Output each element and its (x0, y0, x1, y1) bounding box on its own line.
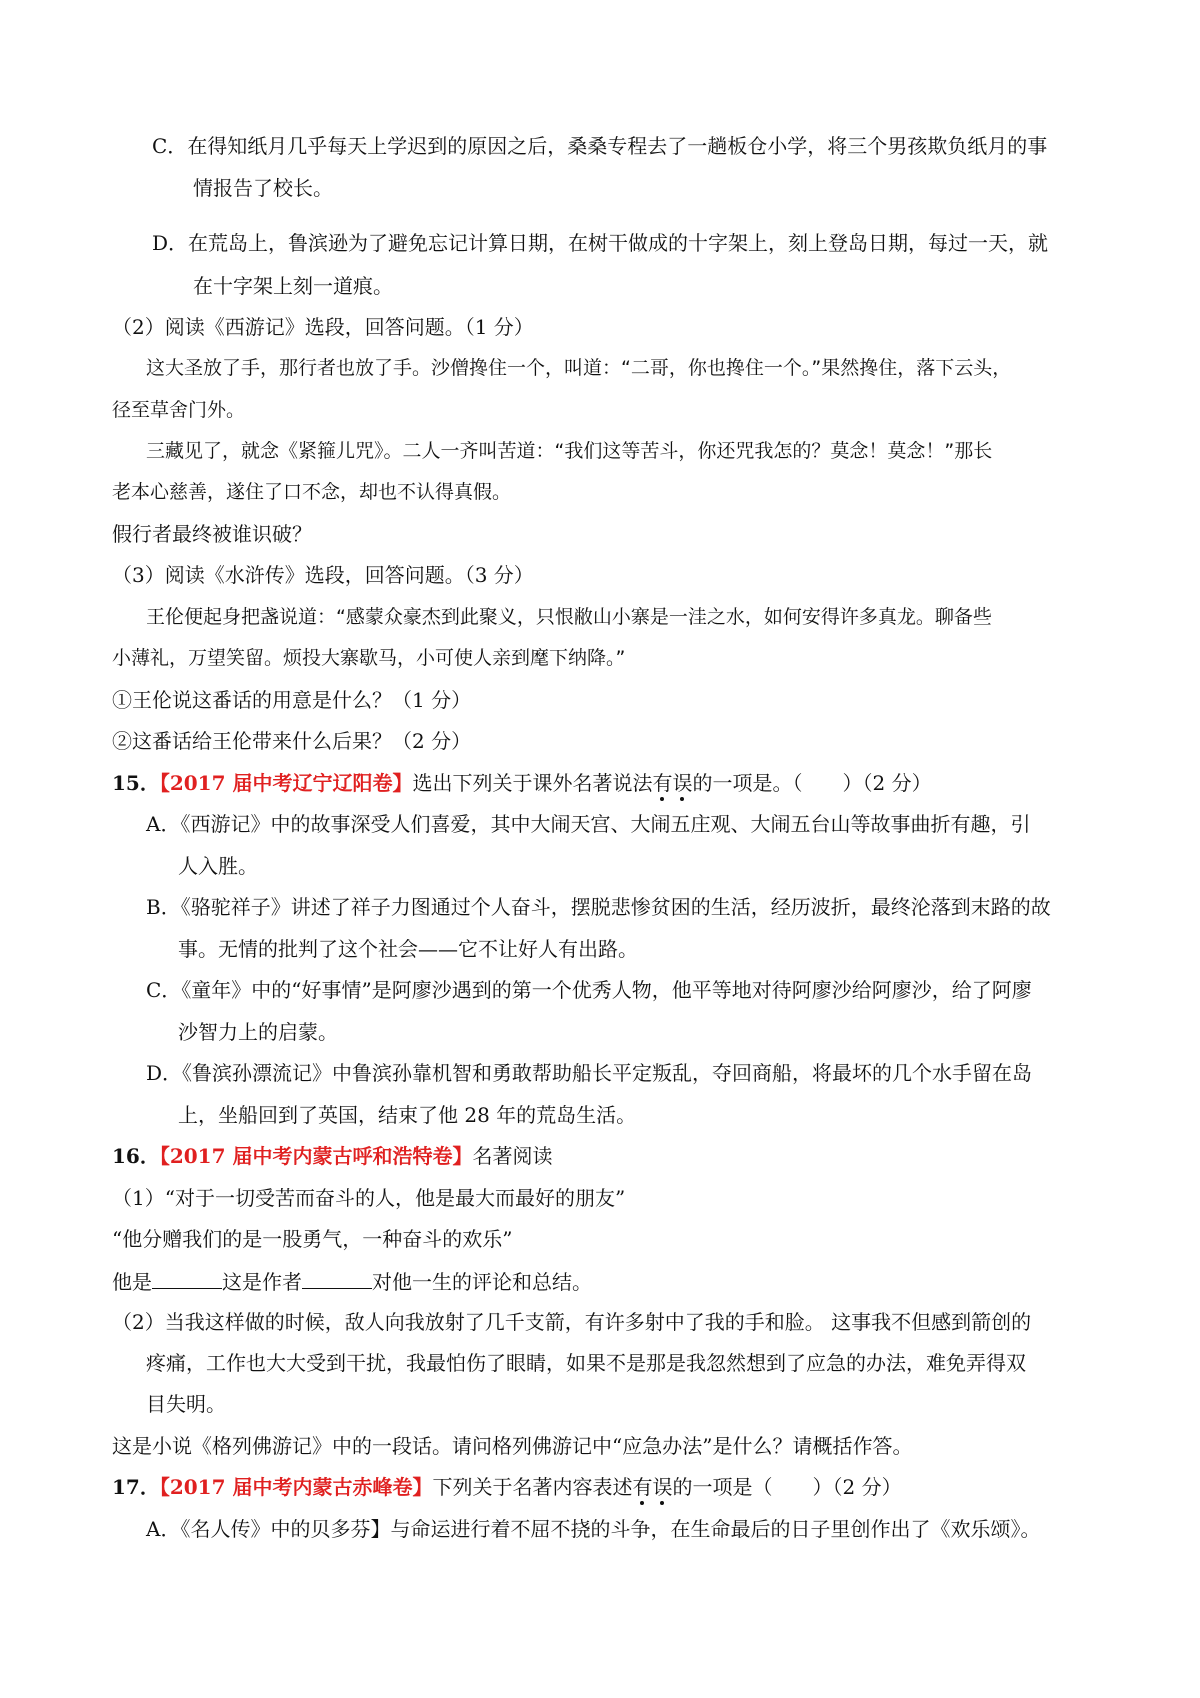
q16-stem (112, 1142, 552, 1170)
option-label: A． (146, 812, 181, 836)
fill-text-a: 他是 (112, 1270, 152, 1294)
q16-part1-quote1: （1）“对于一切受苦而奋斗的人，他是最大而最好的朋友” (112, 1186, 626, 1210)
fill-text-c: 对他一生的评论和总结。 (372, 1270, 592, 1294)
emphasis-dot-char: 有 (652, 771, 673, 795)
q17-stem (112, 1473, 902, 1501)
emphasis-dot-char: 误 (672, 771, 693, 795)
q14-part2-question: 假行者最终被谁识破？ (112, 522, 312, 546)
q14-part2-heading: （2）阅读《西游记》选段，回答问题。（1 分） (112, 315, 534, 339)
answer-blank[interactable] (302, 1266, 372, 1289)
q15-option-b-line1 (146, 893, 1051, 921)
q15-option-d-line1 (146, 1059, 1032, 1087)
stem-text: 下列关于名著内容表述 (432, 1475, 633, 1499)
option-label: A． (146, 1517, 181, 1541)
option-label: B． (146, 895, 181, 919)
stem-text: 选出下列关于课外名著说法 (412, 771, 653, 795)
stem-text-end: 的一项是（ ）（2 分） (672, 1475, 902, 1499)
option-text: 在荒岛上，鲁滨逊为了避免忘记计算日期，在树干做成的十字架上，刻上登岛日期，每过一天，就 (188, 231, 1049, 255)
q14-option-d-line2: 在十字架上刻一道痕。 (193, 274, 393, 298)
q14-option-d-line1 (152, 229, 1048, 257)
q15-stem (112, 769, 932, 797)
q14-part2-passage1-line2: 径至草舍门外。 (112, 399, 246, 421)
emphasis-dot-char: 误 (652, 1475, 673, 1499)
option-text: 《童年》中的“好事情”是阿廖沙遇到的第一个优秀人物，他平等地对待阿廖沙给阿廖沙，给了阿廖 (181, 978, 1032, 1002)
fill-text-b: 这是作者 (222, 1270, 302, 1294)
q14-part3-passage-line2: 小薄礼，万望笑留。烦投大寨歇马，小可使人亲到麾下纳降。” (112, 647, 626, 669)
q16-part1-fill-question (112, 1266, 592, 1296)
stem-text-end: 的一项是。（ ）（2 分） (692, 771, 932, 795)
question-source: 【2017 届中考辽宁辽阳卷】 (159, 771, 413, 795)
q14-part3-passage-line1: 王伦便起身把盏说道：“感蒙众豪杰到此聚义，只恨敝山小寨是一洼之水，如何安得许多真龙。聊备些 (146, 606, 992, 628)
question-source: 【2017 届中考内蒙古呼和浩特卷】 (159, 1144, 473, 1168)
q16-part2-line3: 目失明。 (146, 1392, 226, 1416)
q14-part3-heading: （3）阅读《水浒传》选段，回答问题。（3 分） (112, 563, 534, 587)
q16-part1-quote2: “他分赠我们的是一股勇气，一种奋斗的欢乐” (112, 1227, 513, 1251)
option-text: 《名人传》中的贝多芬】与命运进行着不屈不挠的斗争，在生命最后的日子里创作出了《欢乐颂》。 (180, 1517, 1041, 1541)
emphasis-dot-char: 有 (632, 1475, 653, 1499)
option-text: 《鲁滨孙漂流记》中鲁滨孙靠机智和勇敢帮助船长平定叛乱，夺回商船，将最坏的几个水手留在岛 (182, 1061, 1033, 1085)
q14-option-c-line1 (152, 132, 1047, 160)
option-label: C． (146, 978, 182, 1002)
question-number: 17． (112, 1475, 160, 1499)
question-number: 15． (112, 771, 160, 795)
q14-part2-passage1-line1: 这大圣放了手，那行者也放了手。沙僧搀住一个，叫道：“二哥，你也搀住一个。”果然搀住，落下云头， (146, 357, 1012, 379)
q14-part2-passage2-line1: 三藏见了，就念《紧箍儿咒》。二人一齐叫苦道：“我们这等苦斗，你还咒我怎的？莫念！莫念！”那长 (146, 440, 993, 462)
option-text: 《西游记》中的故事深受人们喜爱，其中大闹天宫、大闹五庄观、大闹五台山等故事曲折有趣，引 (180, 812, 1031, 836)
question-number: 16． (112, 1144, 160, 1168)
q15-option-a-line2: 人入胜。 (178, 854, 258, 878)
option-text: 《骆驼祥子》讲述了祥子力图通过个人奋斗，摆脱悲惨贫困的生活，经历波折，最终沦落到末路的故 (180, 895, 1051, 919)
option-label: C． (152, 134, 188, 158)
q15-option-b-line2: 事。无情的批判了这个社会——它不让好人有出路。 (178, 937, 638, 961)
option-label: D． (146, 1061, 183, 1085)
q16-part2-line1: （2）当我这样做的时候，敌人向我放射了几千支箭，有许多射中了我的手和脸。 这事我不但感到箭创的 (112, 1310, 1032, 1334)
q14-part3-sub2: ②这番话给王伦带来什么后果？（2 分） (112, 729, 472, 753)
q14-part2-passage2-line2: 老本心慈善，遂住了口不念，却也不认得真假。 (112, 481, 512, 503)
q16-part2-question: 这是小说《格列佛游记》中的一段话。请问格列佛游记中“应急办法”是什么？请概括作答。 (112, 1434, 913, 1458)
option-text: 在得知纸月几乎每天上学迟到的原因之后，桑桑专程去了一趟板仓小学，将三个男孩欺负纸月的事 (187, 134, 1048, 158)
q15-option-c-line1 (146, 976, 1032, 1004)
q14-part3-sub1: ①王伦说这番话的用意是什么？（1 分） (112, 688, 472, 712)
q15-option-a-line1 (146, 810, 1030, 838)
stem-text: 名著阅读 (472, 1144, 553, 1168)
q17-option-a-line1 (146, 1515, 1040, 1543)
q14-option-c-line2: 情报告了校长。 (193, 176, 333, 200)
q15-option-c-line2: 沙智力上的启蒙。 (178, 1020, 338, 1044)
answer-blank[interactable] (152, 1266, 222, 1289)
q16-part2-line2: 疼痛，工作也大大受到干扰，我最怕伤了眼睛，如果不是那是我忽然想到了应急的办法，难免弄得双 (146, 1351, 1026, 1375)
option-label: D． (152, 231, 189, 255)
question-source: 【2017 届中考内蒙古赤峰卷】 (159, 1475, 433, 1499)
q15-option-d-line2: 上，坐船回到了英国，结束了他 28 年的荒岛生活。 (178, 1103, 637, 1127)
